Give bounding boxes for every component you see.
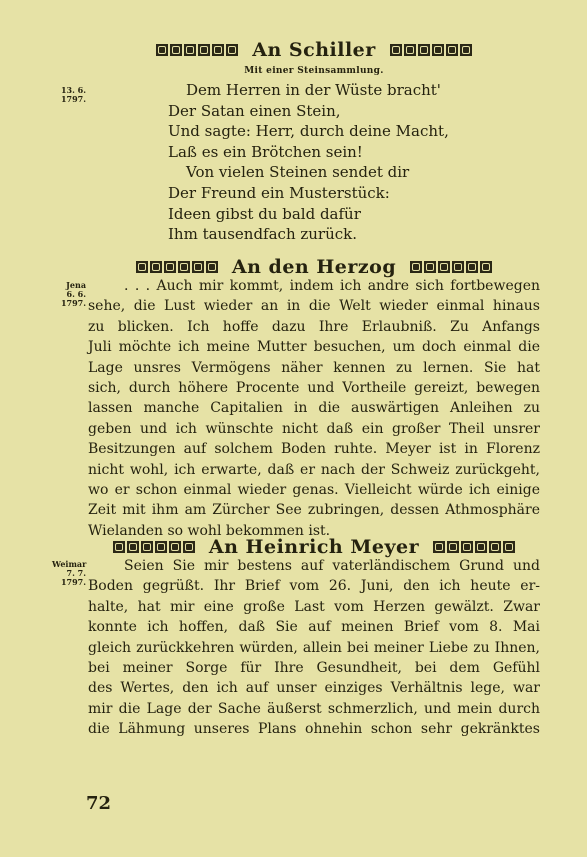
text-line: Wielanden so wohl bekommen ist.	[88, 522, 331, 539]
text-line: Besitzungen auf solchem Boden ruhte. Meyer ist in Florenz	[88, 441, 540, 458]
text-line: bei meiner Sorge für Ihre Gesundheit, bei dem Gefühl	[88, 659, 540, 676]
text-line: Lage unsres Vermögens näher kennen zu lernen. Sie hat	[88, 359, 540, 376]
ornament-right-icon	[410, 261, 492, 273]
poem-line: Und sagte: Herr, durch deine Macht,	[168, 122, 449, 141]
heading-schiller	[88, 38, 540, 62]
poem-line: Laß es ein Brötchen sein!	[168, 142, 363, 161]
text-line: nicht wohl, ich erwarte, daß er nach der Schweiz zurückgeht,	[88, 461, 540, 478]
text-line: Seien Sie mir bestens auf vaterländischem Grund und	[124, 558, 540, 574]
text-line: Boden gegrüßt. Ihr Brief vom 26. Juni, den ich heute er-	[88, 578, 540, 595]
text-line: . . . Auch mir kommt, indem ich andre sich fortbewegen	[124, 278, 540, 294]
margin-date-schiller: 13. 6. 1797.	[60, 85, 86, 104]
text-line: halte, hat mir eine große Last vom Herzen gewälzt. Zwar	[88, 598, 540, 615]
letter-meyer	[88, 556, 540, 740]
margin-date-herzog: Jena 6. 6. 1797.	[60, 280, 86, 308]
text-line: wo er schon einmal wieder genas. Vielleicht würde ich einige	[88, 481, 540, 498]
text-line: sehe, die Lust wieder an in die Welt wieder einmal hinaus	[88, 298, 540, 315]
poem-line: Von vielen Steinen sendet dir	[186, 163, 410, 182]
margin-date-meyer: Weimar 7. 7. 1797.	[52, 559, 87, 587]
poem-line: Ideen gibst du bald dafür	[168, 204, 361, 223]
letter-herzog	[88, 276, 540, 541]
text-line: zu blicken. Ich hoffe dazu Ihre Erlaubniß. Zu Anfangs	[88, 318, 540, 335]
text-line: sich, durch höhere Procente und Vortheile gereizt, bewegen	[88, 379, 540, 396]
ornament-left-icon	[113, 541, 195, 553]
ornament-left-icon	[136, 261, 218, 273]
poem-line: Der Satan einen Stein,	[168, 101, 341, 120]
text-line: des Wertes, den ich auf unser einziges Verhältnis lege, war	[88, 680, 540, 697]
poem-line: Dem Herren in der Wüste bracht'	[186, 81, 441, 99]
text-line: Juli möchte ich meine Mutter besuchen, um doch einmal die	[88, 339, 540, 356]
poem-line: Der Freund ein Musterstück:	[168, 183, 390, 202]
text-line: konnte ich hoffen, daß Sie auf meinen Brief vom 8. Mai	[88, 619, 540, 636]
text-line: die Lähmung unseres Plans ohnehin schon sehr gekränktes	[88, 721, 540, 738]
text-line: Zeit mit ihm am Zürcher See zubringen, dessen Athmosphäre	[88, 502, 540, 519]
poem	[168, 80, 449, 245]
poem-line: Ihm tausendfach zurück.	[168, 225, 358, 244]
heading-title: An den Herzog	[231, 256, 397, 278]
ornament-left-icon	[156, 44, 238, 56]
heading-title: An Heinrich Meyer	[208, 536, 420, 558]
text-line: gleich zurückkehren würden, allein bei meiner Liebe zu Ihnen,	[88, 639, 540, 656]
subtitle: Mit einer Steinsammlung.	[244, 66, 384, 76]
ornament-right-icon	[433, 541, 515, 553]
text-line: mir die Lage der Sache äußerst schmerzlich, und mein durch	[88, 700, 540, 717]
page-number: 72	[86, 793, 112, 814]
text-line: lassen manche Capitalien in die auswärtigen Anleihen zu	[88, 400, 540, 417]
heading-title: An Schiller	[252, 39, 376, 61]
text-line: geben und ich wünschte nicht daß ein großer Theil unsrer	[88, 420, 540, 437]
ornament-right-icon	[390, 44, 472, 56]
